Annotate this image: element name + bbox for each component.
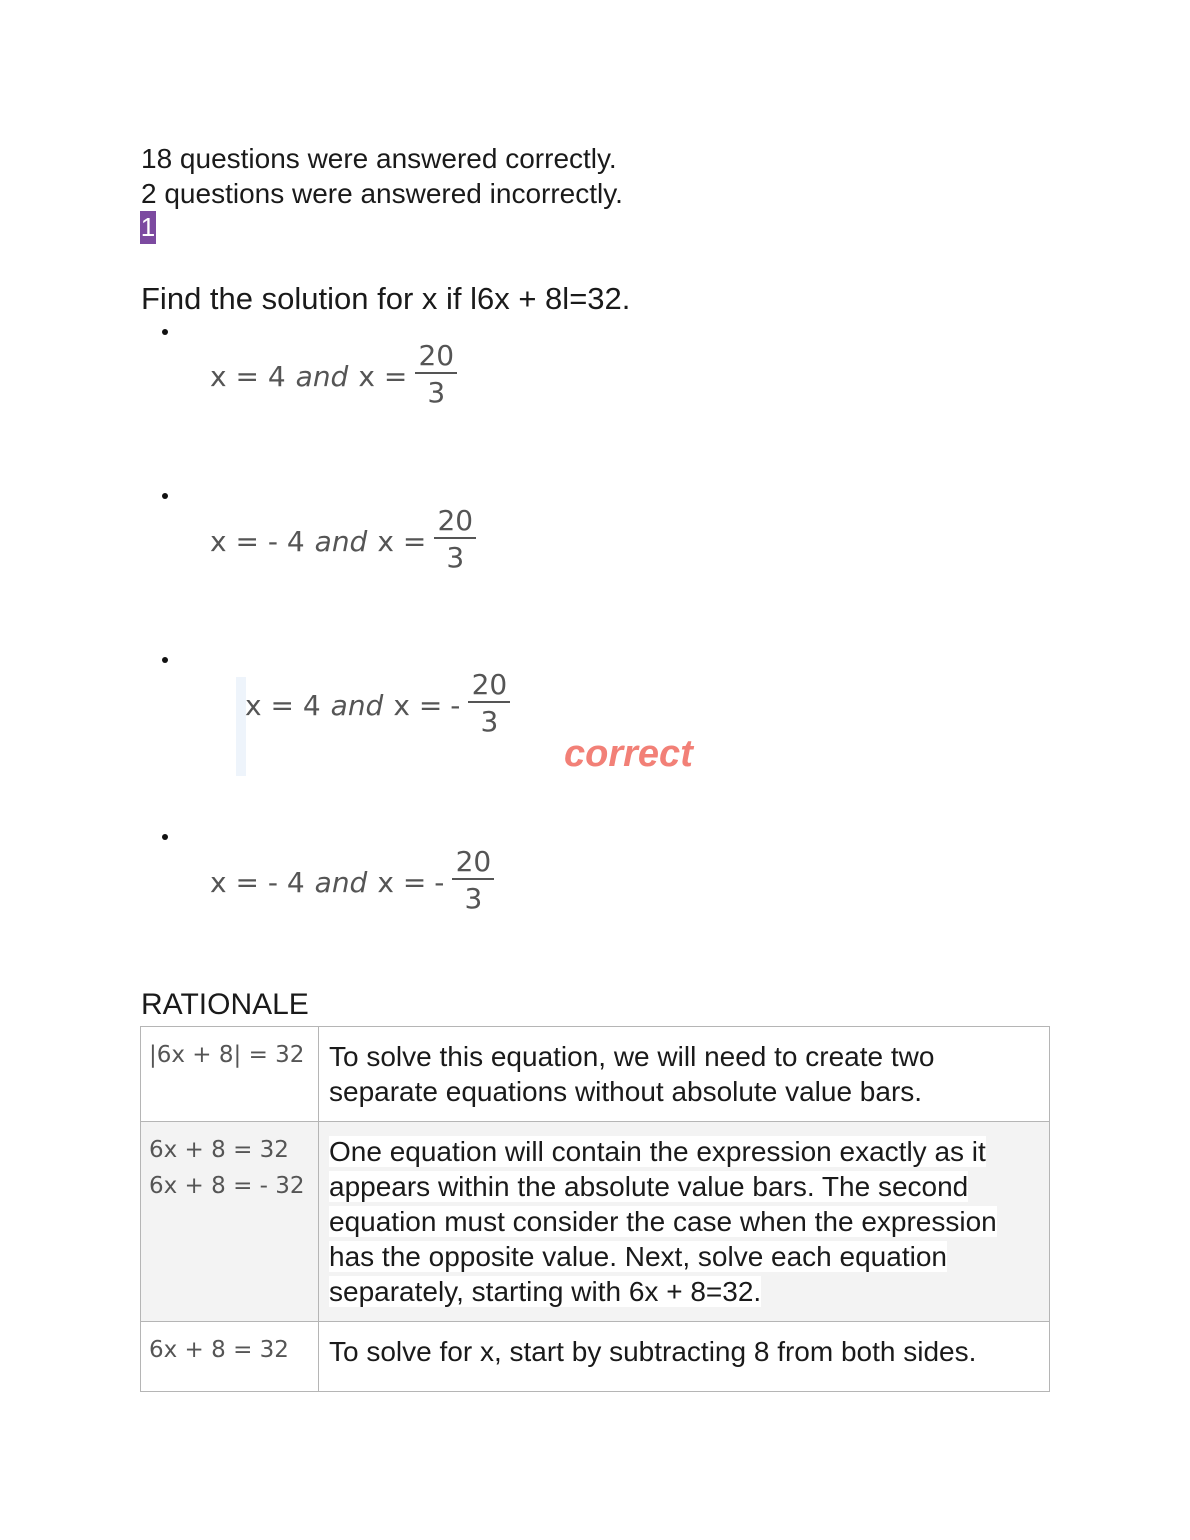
question-number-badge: 1: [140, 212, 156, 242]
answer-option-2[interactable]: [210, 505, 476, 577]
explanation-cell: [319, 1027, 1050, 1122]
option-rhs: x =: [377, 524, 427, 558]
correct-label: correct: [564, 733, 693, 775]
fraction: [415, 340, 457, 412]
fraction: [452, 846, 494, 918]
fraction: [468, 669, 510, 741]
math-line: 6x + 8 = - 32: [149, 1173, 305, 1199]
answer-option-1[interactable]: [210, 340, 457, 412]
fraction-denominator: 3: [480, 705, 499, 738]
option-lhs: x = - 4: [210, 865, 305, 899]
option-rhs: x =: [377, 865, 427, 899]
fraction-numerator: 20: [437, 504, 474, 537]
fraction-numerator: 20: [455, 845, 492, 878]
option-rhs: x =: [358, 359, 408, 393]
option-and: and: [314, 524, 368, 558]
option-lhs: x = - 4: [210, 524, 305, 558]
answer-option-3[interactable]: [245, 669, 510, 741]
table-row: [141, 1322, 1050, 1392]
explanation-cell: [319, 1122, 1050, 1322]
explanation-text: One equation will contain the expression exactly as it appears within the absolute value bars. The second equation must consider the case when the expression has the opposite value. Next, solve each equation separately, starting with 6x + 8=32.: [329, 1136, 997, 1307]
math-line: 6x + 8 = 32: [149, 1137, 289, 1163]
results-summary: [141, 141, 623, 211]
math-line: |6x + 8| = 32: [149, 1042, 305, 1068]
option-and: and: [295, 359, 349, 393]
math-cell: [141, 1322, 319, 1392]
option-lhs: x = 4: [245, 688, 321, 722]
option-bullet: [162, 329, 168, 335]
fraction-numerator: 20: [418, 339, 455, 372]
option-lhs: x = 4: [210, 359, 286, 393]
explanation-cell: [319, 1322, 1050, 1392]
option-rhs: x =: [393, 688, 443, 722]
incorrect-count-line: 2 questions were answered incorrectly.: [141, 178, 623, 209]
answer-option-4[interactable]: [210, 846, 494, 918]
math-cell: [141, 1027, 319, 1122]
explanation-text: To solve this equation, we will need to create two separate equations without absolute value bars.: [329, 1041, 935, 1107]
option-and: and: [314, 865, 368, 899]
option-and: and: [330, 688, 384, 722]
question-text: Find the solution for x if l6x + 8l=32.: [141, 281, 631, 316]
fraction-denominator: 3: [427, 376, 446, 409]
fraction-numerator: 20: [471, 668, 508, 701]
explanation-text: To solve for x, start by subtracting 8 from both sides.: [329, 1336, 977, 1367]
option-sign: -: [450, 688, 461, 722]
table-row: [141, 1027, 1050, 1122]
fraction-denominator: 3: [464, 882, 483, 915]
option-bullet: [162, 493, 168, 499]
table-row: [141, 1122, 1050, 1322]
rationale-heading: RATIONALE: [141, 988, 309, 1021]
fraction-denominator: 3: [446, 541, 465, 574]
correct-count-line: 18 questions were answered correctly.: [141, 143, 617, 174]
option-bullet: [162, 834, 168, 840]
fraction: [434, 505, 476, 577]
math-line: 6x + 8 = 32: [149, 1337, 289, 1363]
math-cell: [141, 1122, 319, 1322]
option-bullet: [162, 657, 168, 663]
rationale-table: [140, 1026, 1050, 1392]
option-sign: -: [434, 865, 445, 899]
